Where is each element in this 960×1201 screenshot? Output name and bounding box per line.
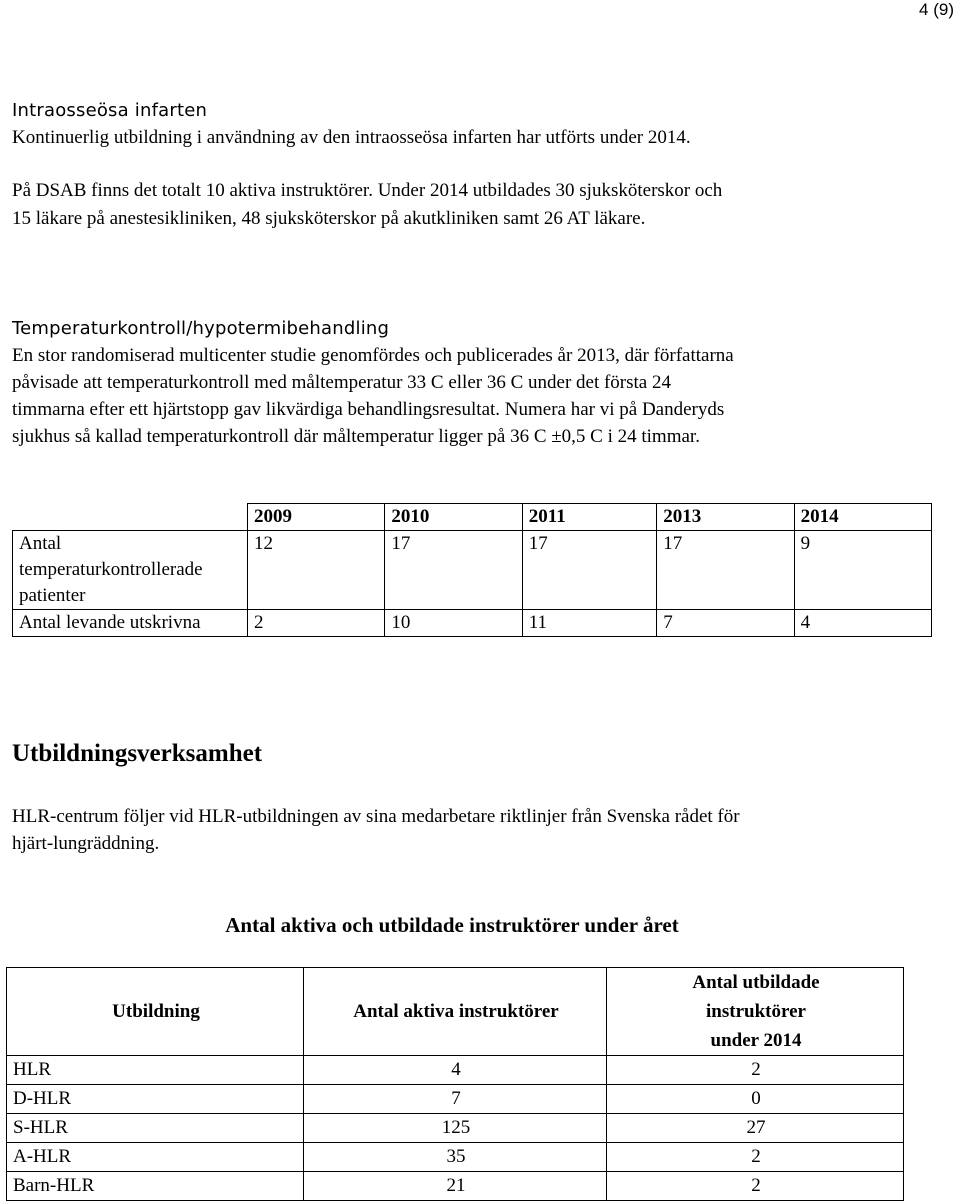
paragraph-line: En stor randomiserad multicenter studie genomfördes och publicerades år 2013, där författarna: [12, 345, 734, 366]
table-cell: 4: [304, 1056, 607, 1085]
column-header: Antal aktiva instruktörer: [304, 968, 607, 1056]
table-cell: 0: [607, 1085, 904, 1114]
column-header-line: Antal utbildade: [692, 972, 820, 993]
table-row: [7, 1172, 904, 1201]
table-cell: 17: [522, 531, 656, 610]
table-cell: 27: [607, 1114, 904, 1143]
table-cell: 7: [657, 610, 794, 637]
row-label: Antal levande utskrivna: [13, 610, 248, 637]
page-number: 4 (9): [919, 0, 954, 19]
column-header-line: instruktörer: [706, 1001, 806, 1022]
row-label-line: patienter: [19, 585, 86, 606]
table-cell: 2: [607, 1172, 904, 1201]
table-cell: 125: [304, 1114, 607, 1143]
table-cell: Barn-HLR: [7, 1172, 304, 1201]
temperature-control-table: [12, 503, 932, 637]
paragraph-line: timmarna efter ett hjärtstopp gav likvärdiga behandlingsresultat. Numera har vi på Danderyds: [12, 399, 725, 420]
table-cell: 12: [248, 531, 385, 610]
row-label: [13, 531, 248, 610]
paragraph-line: På DSAB finns det totalt 10 aktiva instruktörer. Under 2014 utbildades 30 sjuksköterskor och: [12, 180, 723, 201]
year-header: 2014: [794, 504, 931, 531]
table-row: [13, 531, 932, 610]
row-label-line: Antal: [19, 533, 62, 554]
paragraph-line: påvisade att temperaturkontroll med måltemperatur 33 C eller 36 C under det första 24: [12, 372, 671, 393]
section-title-temperature: Temperaturkontroll/hypotermibehandling: [12, 318, 390, 339]
table-cell: 7: [304, 1085, 607, 1114]
section-title-education: Utbildningsverksamhet: [12, 740, 263, 767]
table-row: [7, 1114, 904, 1143]
year-header: 2010: [385, 504, 522, 531]
instructor-table-caption: Antal aktiva och utbildade instruktörer under året: [225, 913, 679, 937]
table-cell: 4: [794, 610, 931, 637]
table-cell: 17: [657, 531, 794, 610]
year-header: 2009: [248, 504, 385, 531]
paragraph-line: Kontinuerlig utbildning i användning av den intraosseösa infarten har utförts under 2014.: [12, 127, 691, 148]
table-header-row: [13, 504, 932, 531]
table-cell: 2: [248, 610, 385, 637]
column-header: Utbildning: [7, 968, 304, 1056]
table-header-row: [7, 968, 904, 1056]
table-row: [7, 1085, 904, 1114]
table-cell: 2: [607, 1056, 904, 1085]
row-label-line: temperaturkontrollerade: [19, 559, 203, 580]
table-cell: 21: [304, 1172, 607, 1201]
table-cell: HLR: [7, 1056, 304, 1085]
paragraph-line: HLR-centrum följer vid HLR-utbildningen av sina medarbetare riktlinjer från Svenska rådet för: [12, 806, 740, 827]
table-cell: A-HLR: [7, 1143, 304, 1172]
paragraph-line: sjukhus så kallad temperaturkontroll där måltemperatur ligger på 36 C ±0,5 C i 24 timmar.: [12, 426, 700, 447]
table-row: [7, 1056, 904, 1085]
year-header: 2013: [657, 504, 794, 531]
section-title-intraosseous: Intraosseösa infarten: [12, 100, 208, 121]
column-header: [607, 968, 904, 1056]
table-cell: 11: [522, 610, 656, 637]
table-corner-cell: [13, 504, 248, 531]
table-cell: 17: [385, 531, 522, 610]
table-cell: S-HLR: [7, 1114, 304, 1143]
paragraph-line: 15 läkare på anestesikliniken, 48 sjuksköterskor på akutkliniken samt 26 AT läkare.: [12, 208, 646, 229]
table-cell: D-HLR: [7, 1085, 304, 1114]
table-cell: 2: [607, 1143, 904, 1172]
table-cell: 10: [385, 610, 522, 637]
instructor-table: [6, 967, 904, 1201]
table-cell: 35: [304, 1143, 607, 1172]
table-row: [13, 610, 932, 637]
table-cell: 9: [794, 531, 931, 610]
year-header: 2011: [522, 504, 656, 531]
table-row: [7, 1143, 904, 1172]
column-header-line: under 2014: [710, 1030, 802, 1051]
paragraph-line: hjärt-lungräddning.: [12, 833, 160, 854]
